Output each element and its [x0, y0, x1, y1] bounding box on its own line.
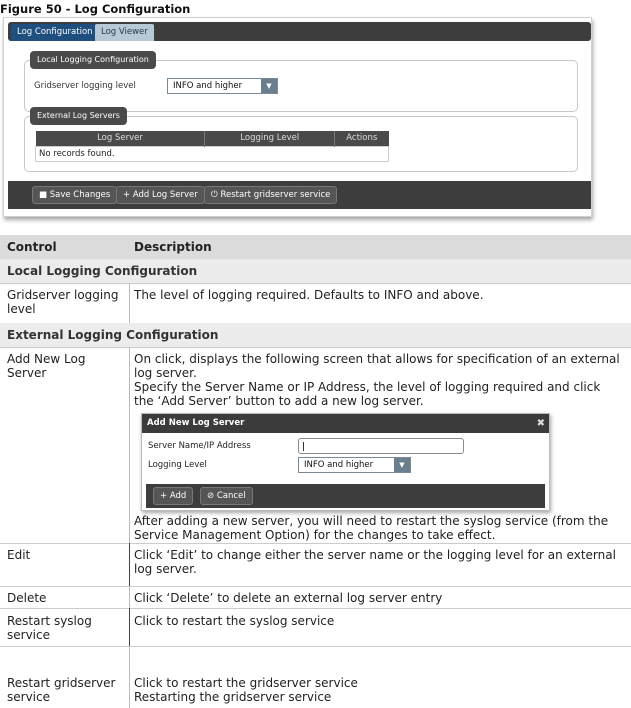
local-logging-fieldset	[24, 55, 578, 112]
tab-bar	[8, 22, 591, 41]
local-section-title: Local Logging Configuration	[7, 264, 198, 278]
external-servers-fieldset	[24, 111, 578, 172]
close-icon[interactable]: ✖	[536, 418, 545, 429]
add-desc-1: On click, displays the following screen that allows for specification of an external log server.	[134, 352, 620, 380]
restart-label: Restart gridserver service	[220, 190, 331, 200]
local-section-row	[0, 259, 631, 283]
add-log-server-dialog	[141, 413, 550, 511]
logging-level-select[interactable]	[298, 457, 411, 473]
dialog-title: Add New Log Server	[147, 418, 245, 428]
add-control: Add New Log Server	[7, 352, 86, 380]
log-config-screenshot	[3, 17, 592, 217]
delete-control: Delete	[7, 591, 47, 605]
gridserver-level-label: Gridserver logging level	[34, 81, 136, 91]
header-control: Control	[7, 240, 57, 254]
log-servers-grid	[35, 131, 389, 162]
restart-gridserver-button[interactable]	[204, 186, 337, 204]
tab-log-viewer[interactable]: Log Viewer	[95, 24, 154, 41]
edit-control: Edit	[7, 548, 31, 562]
dialog-cancel-button[interactable]: ⊘ Cancel	[200, 487, 253, 505]
doc-row-gridserver	[0, 283, 631, 323]
save-icon: ■	[39, 190, 48, 200]
dialog-title-bar	[142, 414, 549, 433]
logging-level-value: INFO and higher	[304, 460, 374, 470]
doc-row-restart-gridserver	[0, 646, 631, 708]
doc-row-restart-syslog	[0, 608, 631, 646]
server-name-input[interactable]	[298, 438, 464, 454]
power-icon: ⏻	[211, 190, 218, 200]
gridserver-desc: The level of logging required. Defaults to INFO and above.	[134, 288, 484, 302]
save-changes-button[interactable]	[32, 186, 117, 204]
doc-header-row	[0, 235, 631, 259]
gridserver-control: Gridserver logging level	[7, 288, 119, 316]
local-logging-legend: Local Logging Configuration	[30, 51, 156, 69]
doc-row-delete	[0, 586, 631, 608]
edit-desc: Click ‘Edit’ to change either the server name or the logging level for an external log server.	[134, 548, 616, 576]
restart-grid-desc-2: Restarting the gridserver service	[134, 690, 332, 704]
restart-syslog-desc: Click to restart the syslog service	[134, 614, 335, 628]
column-log-server: Log Server	[36, 131, 205, 146]
gridserver-level-select[interactable]	[167, 78, 278, 94]
logging-level-label: Logging Level	[148, 460, 207, 470]
tab-log-configuration[interactable]: Log Configuration	[11, 24, 99, 41]
column-logging-level: Logging Level	[205, 131, 335, 146]
add-desc-3: After adding a new server, you will need to restart the syslog service (from the Service Management Option) for the changes to take effect.	[134, 514, 609, 542]
external-servers-legend: External Log Servers	[30, 107, 127, 125]
server-name-label: Server Name/IP Address	[148, 441, 251, 451]
chevron-down-icon: ▼	[394, 458, 410, 472]
header-description: Description	[134, 240, 212, 254]
add-desc-2: Specify the Server Name or IP Address, the level of logging required and click the ‘Add Server’ button to add a new log server.	[134, 380, 601, 408]
action-bar	[8, 181, 591, 209]
dialog-action-bar	[146, 484, 545, 508]
delete-desc: Click ‘Delete’ to delete an external log server entry	[134, 591, 443, 605]
external-section-title: External Logging Configuration	[7, 328, 219, 342]
external-section-row	[0, 323, 631, 347]
chevron-down-icon: ▼	[261, 79, 277, 93]
add-log-server-button[interactable]: + Add Log Server	[116, 186, 205, 204]
column-actions: Actions	[335, 131, 389, 146]
restart-syslog-control: Restart syslog service	[7, 614, 92, 642]
restart-grid-control: Restart gridserver service	[7, 676, 116, 704]
empty-row: No records found.	[36, 146, 389, 161]
doc-row-edit	[0, 543, 631, 586]
figure-title: Figure 50 - Log Configuration	[0, 2, 191, 16]
restart-grid-desc-1: Click to restart the gridserver service	[134, 676, 358, 690]
dialog-add-button[interactable]: + Add	[153, 487, 193, 505]
save-label: Save Changes	[49, 190, 111, 200]
gridserver-level-value: INFO and higher	[173, 81, 243, 91]
